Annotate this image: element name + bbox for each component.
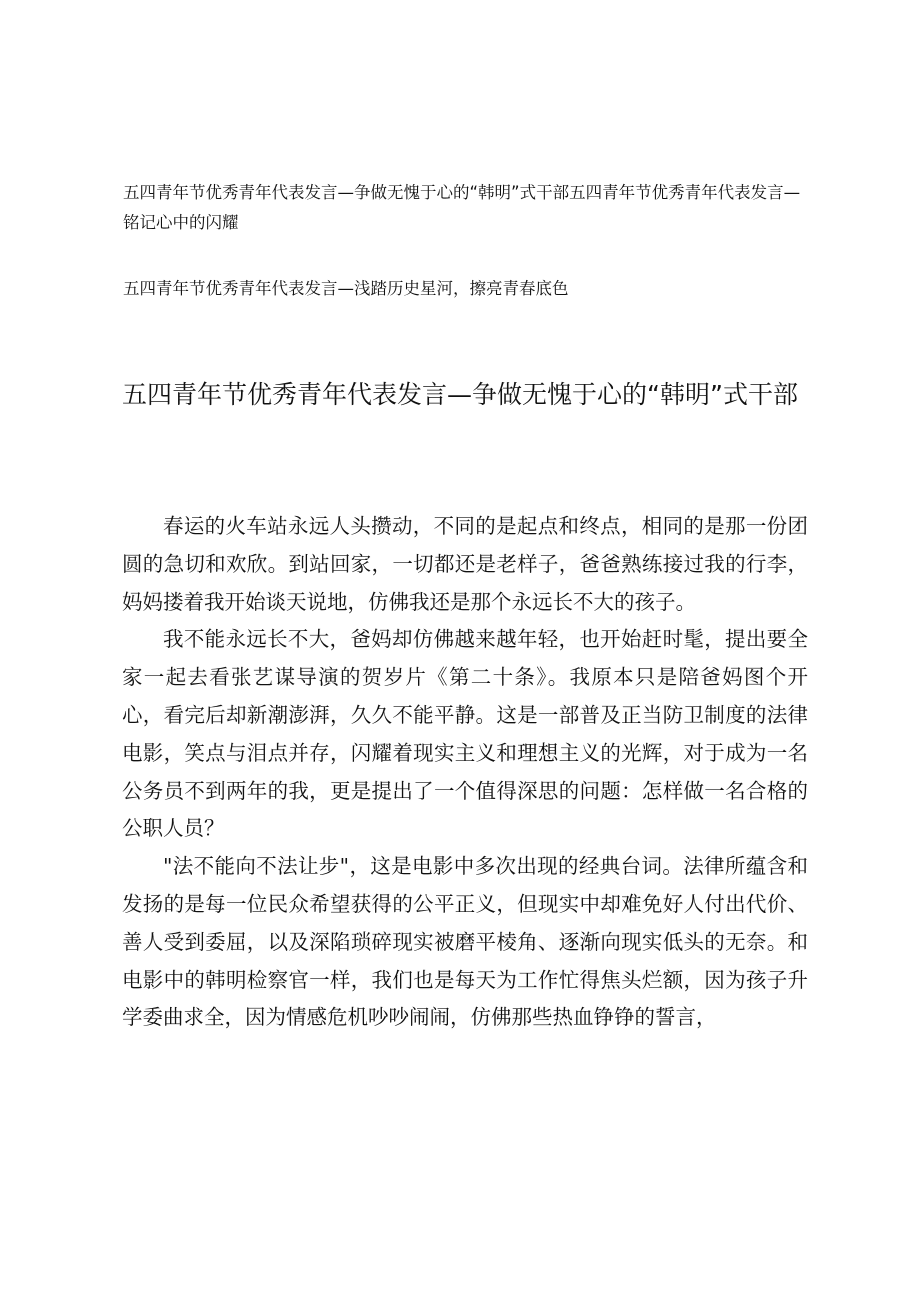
paragraph: 春运的火车站永远人头攒动，不同的是起点和终点，相同的是那一份团圆的急切和欢欣。到站回家，一切都还是老样子，爸爸熟练接过我的行李，妈妈搂着我开始谈天说地，仿佛我还是那个永远长不大的孩子。 [122,514,808,614]
article-title: 五四青年节优秀青年代表发言—争做无愧于心的“韩明”式干部 [122,380,798,409]
toc-item: 五四青年节优秀青年代表发言—浅踏历史星河，擦亮青春底色 [123,279,569,298]
paragraph: "法不能向不法让步"，这是电影中多次出现的经典台词。法律所蕴含和发扬的是每一位民众希望获得的公平正义，但现实中却难免好人付出代价、善人受到委屈，以及深陷琐碎现实被磨平棱角、逐渐向现实低头的无奈。和电影中的韩明检察官一样，我们也是每天为工作忙得焦头烂额，因为孩子升学委曲求全，因为情感危机吵吵闹闹，仿佛那些热血铮铮的誓言， [122,854,808,1030]
toc-item: 五四青年节优秀青年代表发言—争做无愧于心的“韩明”式干部五四青年节优秀青年代表发言—铭记心中的闪耀 [123,183,801,232]
table-of-contents [123,178,813,304]
article-body [122,508,808,1037]
paragraph: 我不能永远长不大，爸妈却仿佛越来越年轻，也开始赶时髦，提出要全家一起去看张艺谋导演的贺岁片《第二十条》。我原本只是陪爸妈图个开心，看完后却新潮澎湃，久久不能平静。这是一部普及正当防卫制度的法律电影，笑点与泪点并存，闪耀着现实主义和理想主义的光辉，对于成为一名公务员不到两年的我，更是提出了一个值得深思的问题：怎样做一名合格的公职人员？ [122,627,808,841]
